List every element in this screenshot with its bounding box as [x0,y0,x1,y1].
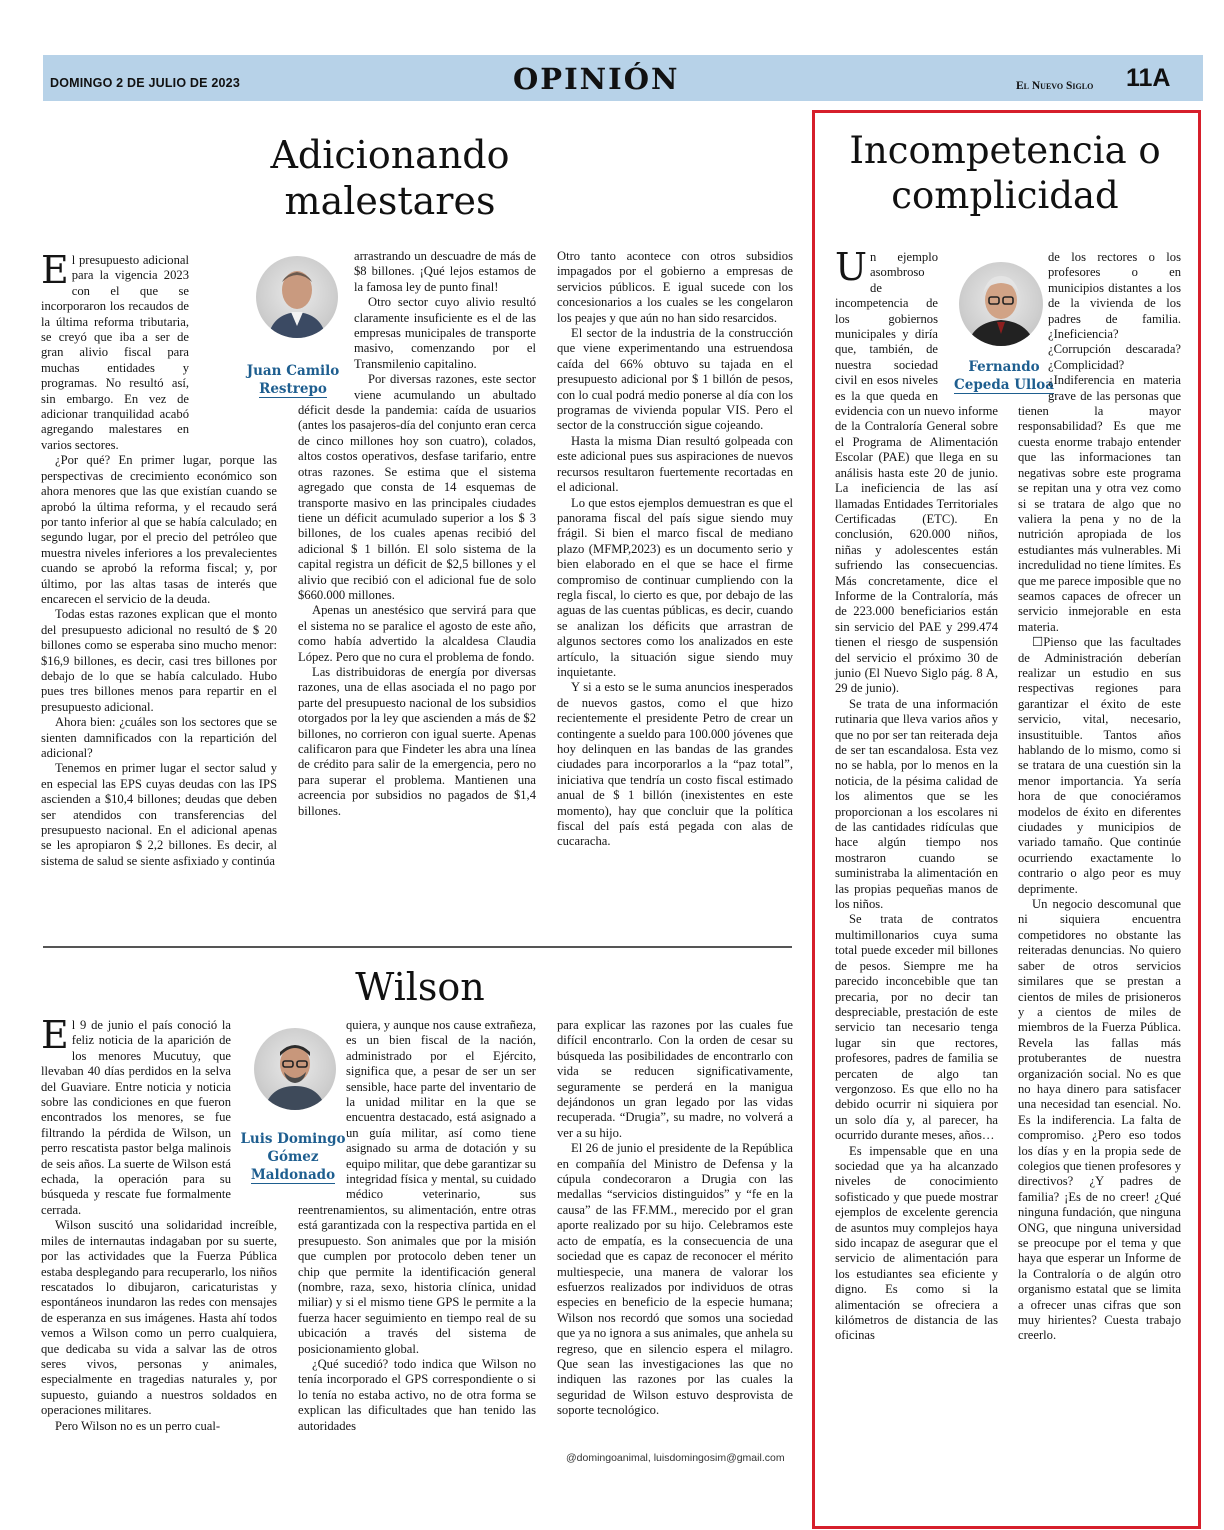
header-paper-name: El Nuevo Siglo [1016,80,1094,92]
paragraph: Las distribuidoras de energía por diversas razones, una de ellas asociada el no pago por parte del presupuesto nacional de los subsidios otorgados por la ley que ascienden a más de $2 billones, no corrieron con igual suerte. Apenas calificaron para que Findeter les abra una línea de crédito para salir de la emergencia, pero no para superar el problema. Mantienen una acreencia por subsidios no pagados de $1,4 billones. [298,664,536,818]
article-column [557,1018,793,1419]
paragraph: Se trata de contratos multimillonarios cuya suma total puede exceder mil billones de pesos. Siempre me ha parecido inconcebible que tan precaria, por no decir tan despreciable, prestación de este servicio tan necesario tenga lugar sin que rectores, profesores, padres de familia se percaten de algo tan vergonzoso. Es que ello no ha debido ocurrir ni siquiera por un solo día y, al parecer, ha ocurrido durante meses, años… [835,912,998,1143]
article-column [41,1013,277,1434]
paragraph: Otro tanto acontece con otros subsidios impagados por el gobierno a empresas de servicios públicos. E igual sucede con los concesionarios a los cuales se les congelaron los peajes y que aún no han sido resarcidos. [557,249,793,325]
paragraph: Ahora bien: ¿cuáles son los sectores que se sienten damnificados con la repartición del adicional? [41,715,277,760]
paragraph: l 9 de junio el país conoció la feliz noticia de la aparición de los menores Mucutuy, que llevaban 40 días perdidos en la selva del Guaviare. Entre noticia y noticia sobre las condiciones en que fueron encontrados los menores, se fue filtrando la pérdida de Wilson, un perro rescatista pastor belga malinois de seis años. La suerte de Wilson está echada, la operación para su búsqueda y rescate fue formalmente cerrada. [41,1018,231,1217]
paragraph: Se trata de una información rutinaria que lleva varios años y que no por ser tan reiterada deja de ser tan escandalosa. Esta vez no se habla, por lo menos en la noticia, de la pésima calidad de los alimentos que se les proporcionan a los escolares ni de las cantidades ridículas que hace algún tiempo nos mostraron cuando se suministraba la alimentación en las propias pequeñas manos de los niños. [835,696,998,912]
photo-spacer [231,1018,277,1188]
paragraph: para explicar las razones por las cuales fue difícil encontrarlo. Con la orden de cesar su búsqueda las posibilidades de encontrarlo con vida se reducen significativamente, seguramente se perderá en la manigua dejándonos un gran legado por las vidas recuperada. “Drugia”, su madre, no volverá a ver a su hijo. [557,1018,793,1140]
article-column [298,1018,536,1434]
paragraph: l presupuesto adicional para la vigencia 2023 con el que se incorporaron los recaudos de la última reforma tributaria, se creyó que iba a ser de gran alivio fiscal para muchas entidades y programas. No resultó así, sin embargo. En vez de adicionar tranquilidad acabó agregando malestares en varios sectores. [41,253,189,452]
paragraph: Lo que estos ejemplos demuestran es que el panorama fiscal del país sigue siendo muy frágil. Si bien el marco fiscal de mediano plazo (MFMP,2023) es un documento serio y bien elaborado en el que se hace el firme compromiso de continuar cumpliendo con la regla fiscal, lo cierto es que, por debajo de las aguas de las cuentas públicas, es decir, cuando se analizan los déficits que arrastran de algunos sectores como los analizados en este artículo, la situación sigue siendo muy inquietante. [557,495,793,679]
author-contact-email: @domingoanimal, luisdomingosim@gmail.com [566,1452,785,1464]
paragraph: Hasta la misma Dian resultó golpeada con este adicional pues sus aspiraciones de nuevos recursos resultaron fuertemente recortadas en el adicional. [557,433,793,495]
title-line: complicidad [891,174,1119,218]
paragraph: quiera, y aunque nos cause extrañeza, es un bien fiscal de la nación, administrado por el Ejército, significa que, a pesar de ser un ser sensible, hace parte del inventario de la unidad militar en la que se encuentra destacado, está asignado a un guía militar, así como tiene asignado su arma de dotación y su equipo militar, que debe garantizar su integridad física y mental, su cuidado médico veterinario, sus reentrenamientos, su alimentación, entre otras está garantizada con la respectiva partida en el presupuesto. Son animales que por la misión que cumplen por protocolo deben tener un chip que permite la identificación general (nombre, raza, sexo, historia clínica, unidad miliar) y si el mismo tiene GPS le permite a la fuerza hacer seguimiento en tiempo real de su ubicación a través del sistema de posicionamiento global. [298,1018,536,1356]
paragraph: Tenemos en primer lugar el sector salud y en especial las EPS cuyas deudas con las IPS ascienden a $10,4 billones; deudas que deben ser atendidos con transferencias del presupuesto nacional. En el adicional apenas se les apropiaron $ 2,2 billones. Es decir, al sistema de salud se siente asfixiado y continúa [41,761,277,868]
header-section-title: OPINIÓN [513,62,680,96]
article-column [41,248,277,869]
paragraph: Y si a esto se le suma anuncios inesperados de nuevos gastos, como el que hizo recientemente el presidente Petro de crear un contingente a sueldo para 100.000 jóvenes que hoy delinquen en las bandas de las grandes ciudades para incorporarlos a la “paz total”, iniciativa que tendría un costo fiscal estimado anual de $ 1 billón (inexistentes en este momento), hay que concluir que la política fiscal del país está pegada con alas de cucaracha. [557,680,793,849]
paragraph: Es impensable que en una sociedad que ya ha alcanzado niveles de conocimiento sofisticado y que puede mostrar ejemplos de excelente gerencia de asuntos muy complejos haya sido incapaz de asegurar que el servicio de alimentación para los estudiantes sea eficiente y digno. Es como si la alimentación se ofreciera a kilómetros de distancia de las oficinas [835,1143,998,1343]
header-date: DOMINGO 2 DE JULIO DE 2023 [50,76,240,90]
drop-cap: E [41,248,69,292]
paragraph: ☐Pienso que las facultades de Administración deberían realizar un estudio en sus respectivas regiones para garantizar el éxito de este servicio, vital, necesario, insustituible. Tantos años hablando de lo mismo, como si se tratara de una cuestión sin la menor importancia. Ya sería hora de que conociéramos modelos de éxito en diferentes ciudades y municipios de variado tamaño. Que continúe ocurriendo exactamente lo contrario o algo peor es muy deprimente. [1018,635,1181,896]
author-name-line: Cepeda Ulloa [953,377,1055,393]
drop-cap: E [41,1013,69,1057]
paragraph: ¿Qué sucedió? todo indica que Wilson no tenía incorporado el GPS correspondiente o si lo tenía no estaba activo, no de otra forma se explican las dificultades que han tenido las autoridades [298,1356,536,1433]
title-line: Incompetencia o [849,129,1161,172]
author-name-line: Fernando [968,359,1040,375]
header-page-number: 11A [1126,64,1171,92]
article-column [557,249,793,850]
drop-cap: U [835,245,868,289]
title-line: malestares [284,179,496,224]
article-column [298,249,536,819]
paragraph: arrastrando un descuadre de más de $8 billones. ¡Qué lejos estamos de la famosa ley de punto final! [354,249,536,294]
paragraph: Por diversas razones, este sector viene acumulando un abultado déficit desde la pandemia: caída de usuarios (antes los pasajeros-día del conjunto eran cerca de cinco millones hoy son cuatro), colados, altos costos operativos, desfase tarifario, entre otras razones. Se estima que el sistema agregado que consta de 14 esquemas de transporte masivo en las principales ciudades tiene un déficit acumulado superior a los $ 3 billones, de los cuales apenas recibió del adicional $ 1 billón. El solo sistema de la capital registra un déficit de $2,5 billones y el alivio que recibió con el adicional fue de solo $660.000 millones. [298,372,536,602]
paragraph: Wilson suscitó una solidaridad increíble, miles de internautas indagaban por su suerte, por las actividades que la Fuerza Pública estaba desplegando para recuperarlo, los niños rescatados lo dibujaron, caricaturistas y espontáneos inundaron las redes con mensajes de esperanza en sus imágenes. Hasta ahí todos vemos a Wilson como un perro cualquiera, que dedicaba su vida a salvar las de otros seres vivos, personas y animales, especialmente en tragedias naturales y, por supuesto, guiando a nuestros soldados en operaciones militares. [41,1218,277,1418]
paragraph: ¿Por qué? En primer lugar, porque las perspectivas de crecimiento económico son ahora menores que las que existían cuando se aprobó la última reforma, y el recaudo será por tanto inferior al que se había calculado; en segundo lugar, por el precio del petróleo que muestra niveles inferiores a los prevalecientes cuando se aprobó la reforma fiscal; y, por último, por las altas tasas de interés que encarecen el servicio de la deuda. [41,453,277,606]
paragraph: Otro sector cuyo alivio resultó claramente insuficiente es el de las empresas municipales de transporte masivo, comenzando por el Transmilenio capitalino. [354,295,536,371]
paragraph: Un negocio descomunal que ni siquiera encuentra competidores no obstante las reiteradas denuncias. No quiero saber de otros servicios similares que se prestan a cientos de miles de prisioneros y a cientos de miles de miembros de la Fuerza Pública. Revela las fallas más protuberantes de nuestra organización social. No es que no haya dinero para satisfacer una necesidad tan esencial. No. Es la indiferencia. La falta de compromiso. ¿Pero eso todos los días y en la propia sede de colegios que tienen profesores y directivos? ¿Y padres de familia? ¡Es de no creer! ¿Qué ninguna fundación, que ninguna ONG, que ninguna universidad se preocupe por el tema y que haya que esperar un Informe de la Contraloría o de algún otro organismo estatal que se limita a ofrecer unas cifras que son muy hirientes? Cuesta trabajo creerlo. [1018,897,1181,1343]
author-name-line: Maldonado [250,1167,336,1183]
paragraph: Pero Wilson no es un perro cual- [55,1418,221,1433]
author-name-line: Luis Domingo [240,1131,346,1147]
photo-spacer [189,253,277,433]
paragraph: El sector de la industria de la construcción que viene experimentando una estruendosa caída del 66% obtuvo su tajada en el presupuesto adicional por $ 1 billón de pesos, con lo cual podrá medio ponerse al día con los programas de vivienda popular VIS. Pero el sector de la construcción sigue cojeando. [557,326,793,433]
highlight-box [812,110,1201,1529]
author-name-line: Juan Camilo [246,363,340,379]
author-name-line: Restrepo [259,381,327,397]
paragraph: Todas estas razones explican que el monto del presupuesto adicional no resultó de $ 20 billones como se esperaba sino mucho menor: $16,9 billones, es decir, casi tres billones por debajo de lo que se había calculado. Hubo pues tres billones menos para repartir en el presupuesto adicional. [41,607,277,714]
section-divider [43,946,792,948]
title-line: Adicionando [270,133,510,177]
paragraph: n ejemplo asombroso de incompetencia de los gobiernos municipales y diría que, también, de nuestra sociedad civil en esos niveles es la que queda en evidencia con un nuevo informe de la Contraloría General sobre el Programa de Alimentación Escolar (PAE) que llega en su análisis hasta este 20 de junio. La ineficiencia de las así llamadas Entidades Territoriales Certificadas (ETC). En conclusión, 620.000 niños, niñas y adolescentes están sufriendo las consecuencias. Más concretamente, dice el Informe de la Contraloría, más de 223.000 beneficiarios están sin servicio del PAE y 299.474 tienen el riesgo de suspensión del servicio el próximo 30 de junio (El Nuevo Siglo pág. 8 A, 29 de junio). [835,250,998,696]
paragraph: El 26 de junio el presidente de la República en compañía del Ministro de Defensa y la cúpula condecoraron a Drugia con las medallas “servicios distinguidos” y “fe en la causa” de las FF.MM., merecido por el gran aporte realizado por su hijo. Celebramos este acto de empatía, es la consecuencia de una sociedad que es capaz de reconocer el mérito multiespecie, una manera de valorar los esfuerzos realizados por individuos de otras especies en beneficio de la especie humana; Wilson nos recordó que somos una sociedad que ya no ignora a sus animales, que anhela su regreso, que en silencio espera el milagro. Que sean las investigaciones las que no indiquen las razones por las cuales la seguridad de Wilson estuvo desprovista de soporte tecnológico. [557,1141,793,1418]
paragraph: de los rectores o los profesores o en municipios distantes a los de la vivienda de los padres de familia. ¿Ineficiencia? ¿Corrupción descarada? ¿Complicidad? ¿Indiferencia en materia grave de las personas que tienen la mayor responsabilidad? Es que me cuesta enorme trabajo entender que las informaciones tan negativas sobre este programa se repitan una y otra vez como si se tratara de algo que no valiera la pena y no de la nutrición apropiada de los estudiantes más vulnerables. Mi incredulidad no tiene límites. Es que me parece imposible que no seamos capaces de ofrecer un servicio inmejorable en esta materia. [1018,250,1181,634]
article-title-wilson: Wilson [355,965,485,1009]
photo-spacer [298,249,354,399]
article-title-malestares [200,132,580,225]
photo-spacer [298,1018,346,1198]
paragraph: Apenas un anestésico que servirá para que el sistema no se paralice el agosto de este año, como había advertido la alcaldesa Claudia López. Pero que no cura el problema de fondo. [298,603,536,664]
author-name-line: Gómez [267,1149,319,1165]
